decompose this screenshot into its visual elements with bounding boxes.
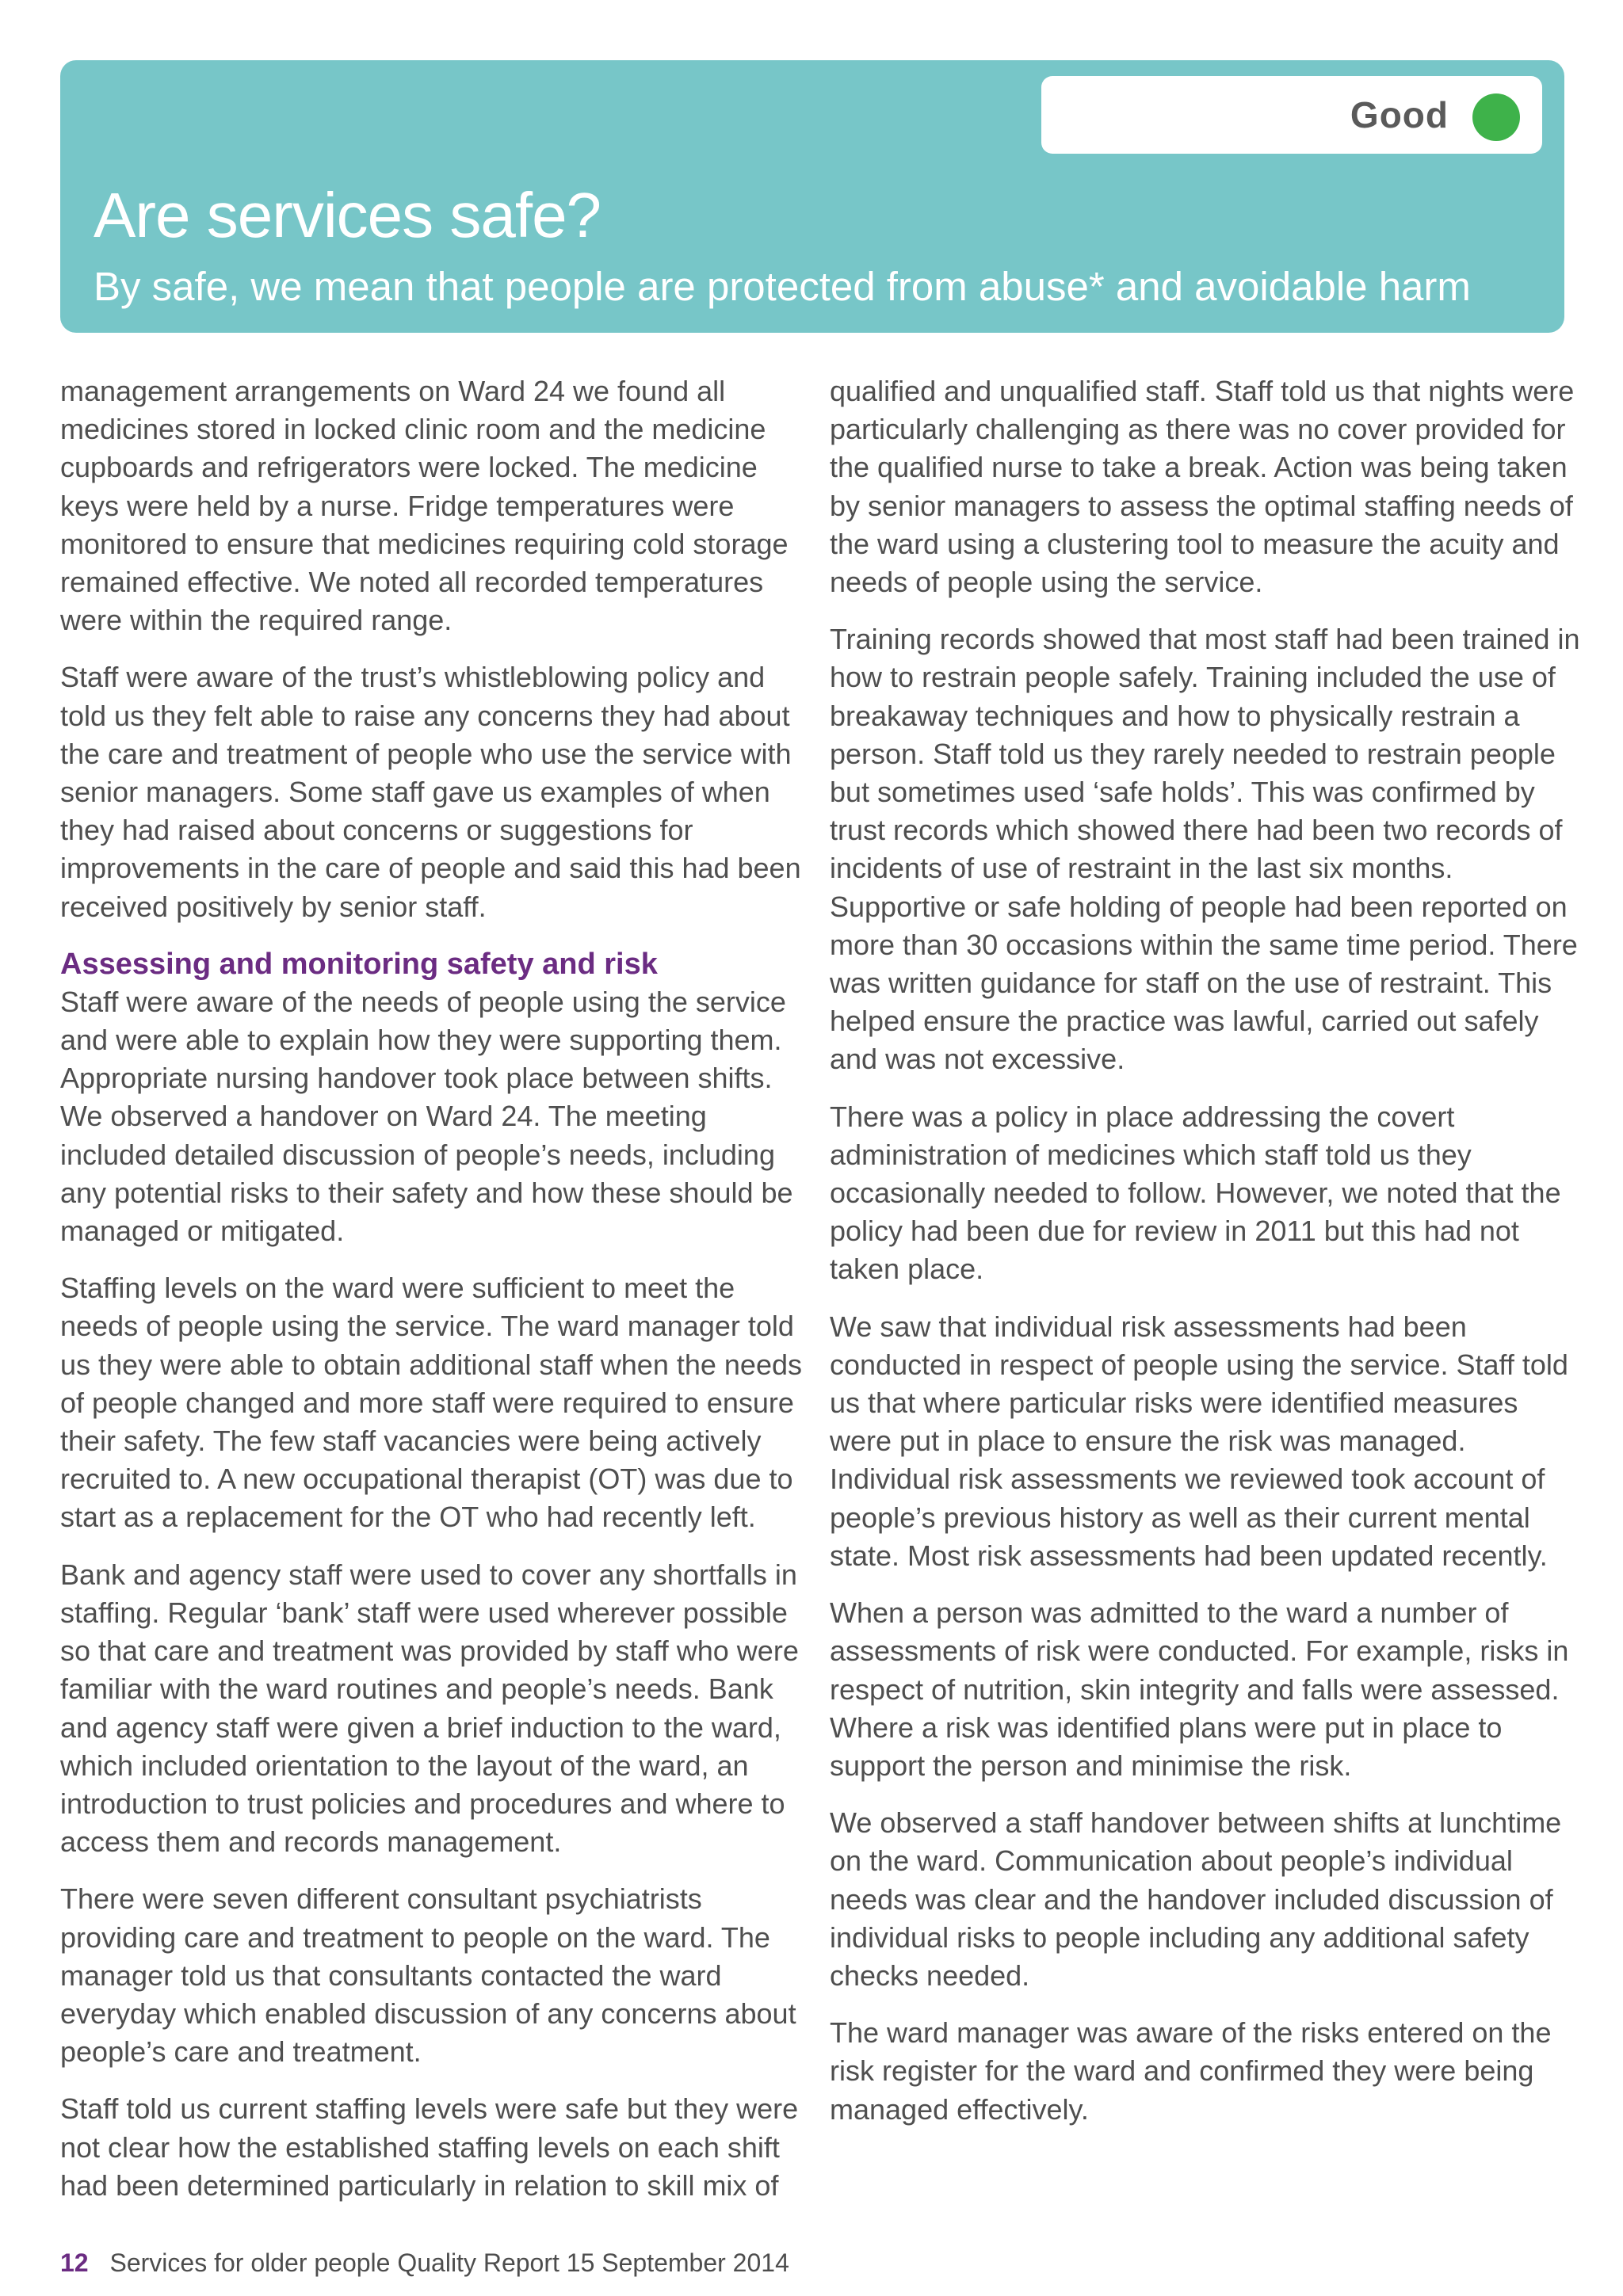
paragraph: Training records showed that most staff had been trained in how to restrain people safely. Training included the use of breakaway techniques and how to physically restrain a person. Staff told us they rarely needed to restrain people but sometimes used ‘safe holds’. This was confirmed by trust records which showed there had been two records of incidents of use of restraint in the last six months. Supportive or safe holding of people had been reported on more than 30 occasions within the same time period. There was written guidance for staff on the use of restraint. This helped ensure the practice was lawful, carried out safely and was not excessive.	[830, 623, 1580, 1076]
paragraph: When a person was admitted to the ward a number of assessments of risk were conducted. For example, risks in respect of nutrition, skin integrity and falls were assessed. Where a risk was identified plans were put in place to support the person and minimise the risk.	[830, 1596, 1569, 1782]
section-heading: Assessing and monitoring safety and risk	[60, 947, 658, 981]
paragraph: Staff were aware of the trust’s whistleblowing policy and told us they felt able to raise any concerns they had about the care and treatment of people who use the service with senior managers. Some staff gave us examples of when they had raised about concerns or suggestions for improvements in the care of people and said this had been received positively by senior staff.	[60, 661, 801, 923]
right-column	[830, 372, 1584, 2148]
rating-good-dot-icon	[1472, 93, 1520, 141]
paragraph: Staff were aware of the needs of people using the service and were able to explain how they were supporting them. Appropriate nursing handover took place between shifts. We observed a handover on Ward 24. The meeting included detailed discussion of people’s needs, including any potential risks to their safety and how these should be managed or mitigated.	[60, 985, 793, 1248]
rating-label: Good	[1350, 94, 1449, 135]
paragraph: management arrangements on Ward 24 we found all medicines stored in locked clinic room and the medicine cupboards and refrigerators were locked. The medicine keys were held by a nurse. Fridge temperatures were monitored to ensure that medicines requiring cold storage remained effective. We noted all recorded temperatures were within the required range.	[60, 375, 789, 637]
paragraph: There was a policy in place addressing the covert administration of medicines which staff told us they occasionally needed to follow. However, we noted that the policy had been due for review in 2011 but this had not taken place.	[830, 1100, 1561, 1286]
page-footer	[60, 2248, 789, 2278]
paragraph: Bank and agency staff were used to cover any shortfalls in staffing. Regular ‘bank’ staff were used wherever possible so that care and treatment was provided by staff who were familiar with the ward routines and people’s needs. Bank and agency staff were given a brief induction to the ward, which included orientation to the layout of the ward, an introduction to trust policies and procedures and where to access them and records management.	[60, 1558, 799, 1859]
left-column	[60, 372, 805, 2224]
paragraph: The ward manager was aware of the risks entered on the risk register for the ward and confirmed they were being managed effectively.	[830, 2016, 1552, 2126]
paragraph: We saw that individual risk assessments had been conducted in respect of people using the service. Staff told us that where particular risks were identified measures were put in place to ensure the risk was managed. Individual risk assessments we reviewed took account of people’s previous history as well as their current mental state. Most risk assessments had been updated recently.	[830, 1310, 1568, 1572]
footer-text: Services for older people Quality Report 15 September 2014	[109, 2248, 789, 2277]
page-subtitle: By safe, we mean that people are protected from abuse* and avoidable harm	[94, 264, 1471, 309]
header-band	[60, 60, 1564, 333]
paragraph: qualified and unqualified staff. Staff told us that nights were particularly challenging as there was no cover provided for the qualified nurse to take a break. Action was being taken by senior managers to assess the optimal staffing needs of the ward using a clustering tool to measure the acuity and needs of people using the service.	[830, 375, 1575, 599]
page-number: 12	[60, 2248, 89, 2277]
paragraph: We observed a staff handover between shifts at lunchtime on the ward. Communication about people’s individual needs was clear and the handover included discussion of individual risks to people including any additional safety checks needed.	[830, 1806, 1562, 1992]
page-title: Are services safe?	[94, 180, 601, 250]
paragraph: Staff told us current staffing levels were safe but they were not clear how the established staffing levels on each shift had been determined particularly in relation to skill mix of	[60, 2092, 799, 2202]
rating-badge	[1041, 76, 1542, 154]
paragraph: Staffing levels on the ward were sufficient to meet the needs of people using the service. The ward manager told us they were able to obtain additional staff when the needs of people changed and more staff were required to ensure their safety. The few staff vacancies were being actively recruited to. A new occupational therapist (OT) was due to start as a replacement for the OT who had recently left.	[60, 1272, 802, 1534]
paragraph: There were seven different consultant psychiatrists providing care and treatment to people on the ward. The manager told us that consultants contacted the ward everyday which enabled discussion of any concerns about people’s care and treatment.	[60, 1882, 796, 2069]
